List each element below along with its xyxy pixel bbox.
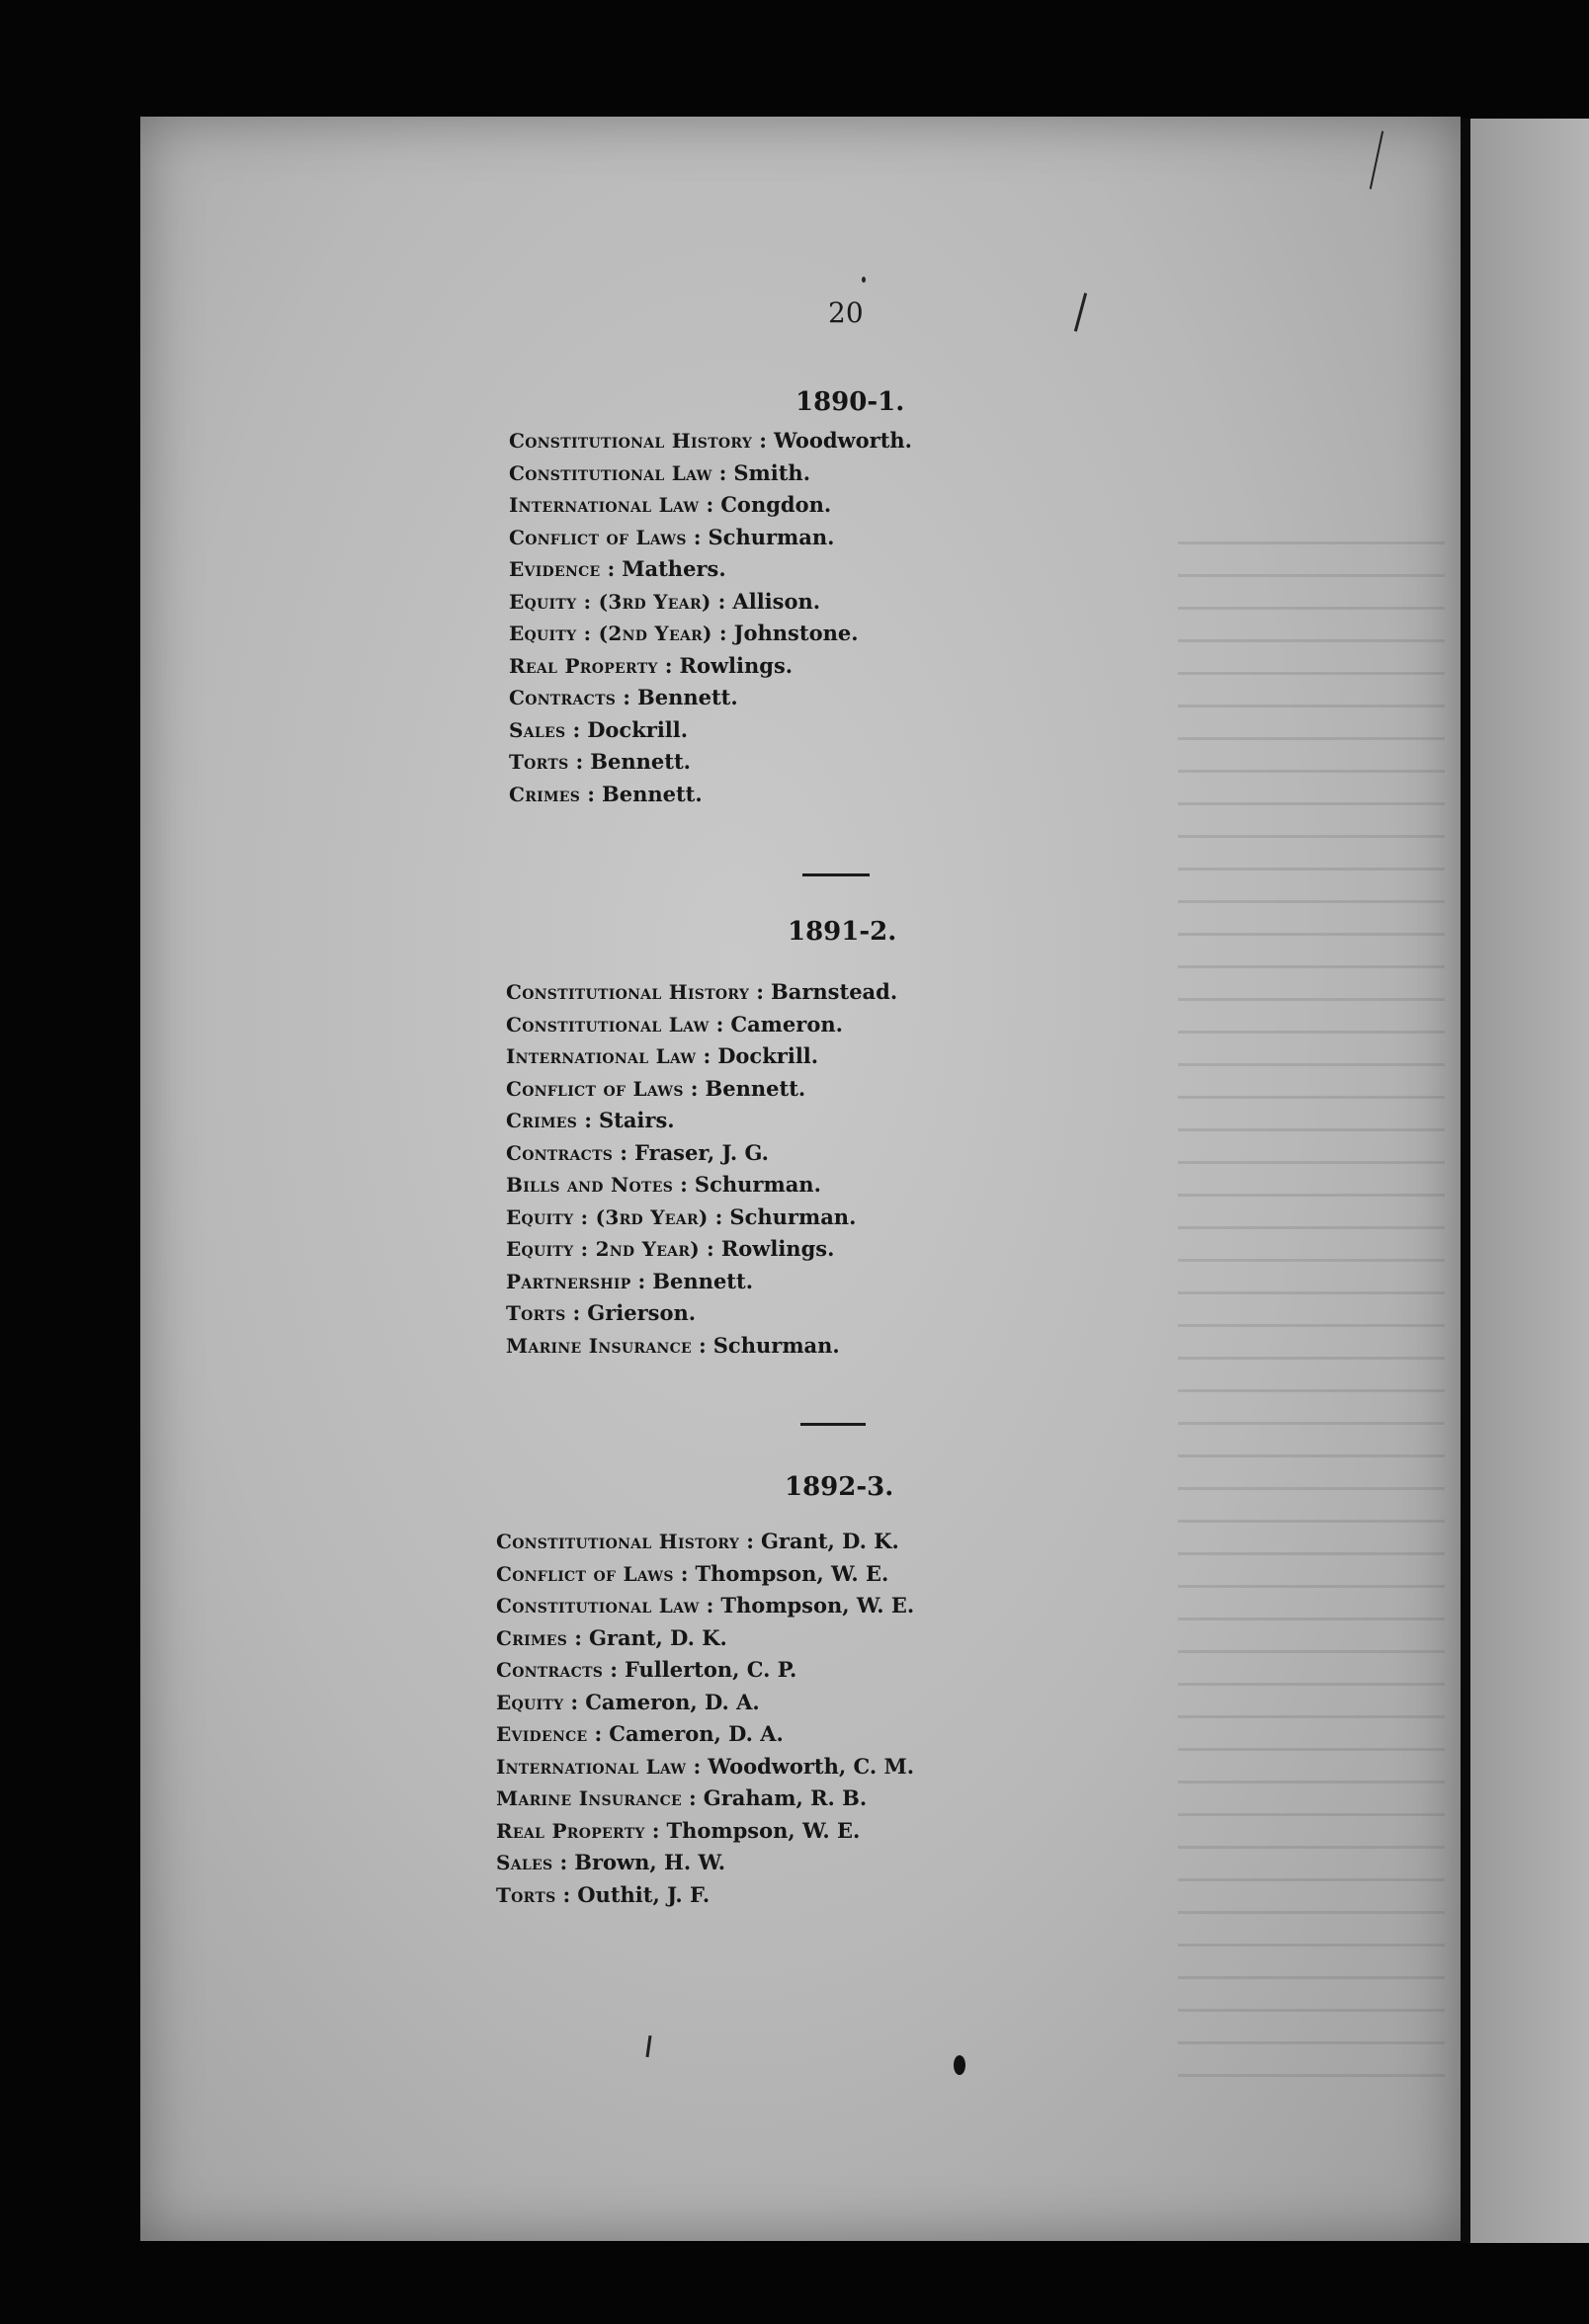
assignment-row: Constitutional History : Woodworth.	[509, 428, 912, 453]
examiner-name: Schurman.	[708, 524, 835, 549]
subject-label: Constitutional History	[509, 429, 753, 453]
assignment-row: Equity : (3rd Year) : Allison.	[509, 588, 821, 614]
subject-label: Constitutional Law	[496, 1594, 700, 1618]
subject-label: Equity : (2nd Year)	[509, 622, 712, 645]
assignment-list	[509, 425, 912, 810]
assignment-list	[506, 976, 897, 1362]
examiner-name: Cameron, D. A.	[585, 1689, 760, 1714]
examiner-name: Rowlings.	[679, 652, 794, 678]
assignment-row: Constitutional History : Barnstead.	[506, 979, 898, 1004]
subject-label: Conflict of Laws	[509, 525, 687, 549]
subject-label: Constitutional Law	[506, 1012, 710, 1037]
subject-label: Evidence	[509, 557, 601, 581]
subject-label: Crimes	[509, 782, 581, 806]
assignment-row: Constitutional Law : Cameron.	[506, 1011, 843, 1037]
subject-label: Torts	[506, 1301, 566, 1325]
assignment-row: Crimes : Bennett.	[509, 781, 703, 806]
subject-label: Bills and Notes	[506, 1173, 674, 1197]
assignment-row: Marine Insurance : Schurman.	[506, 1332, 840, 1358]
assignment-row: Conflict of Laws : Thompson, W. E.	[496, 1560, 889, 1586]
assignment-row: Bills and Notes : Schurman.	[506, 1172, 821, 1197]
assignment-row: Constitutional History : Grant, D. K.	[496, 1529, 899, 1553]
subject-label: Constitutional History	[506, 980, 750, 1004]
examiner-name: Rowlings.	[720, 1236, 835, 1261]
assignment-row: Evidence : Cameron, D. A.	[496, 1721, 784, 1746]
subject-label: Equity : 2nd Year)	[506, 1237, 701, 1261]
examiner-name: Bennett.	[705, 1075, 806, 1101]
subject-label: Sales	[496, 1851, 553, 1874]
subject-label: Equity : (3rd Year)	[506, 1204, 709, 1229]
examiner-name: Bennett.	[652, 1268, 754, 1293]
assignment-row: Conflict of Laws : Schurman.	[509, 524, 835, 549]
assignment-row: Contracts : Bennett.	[509, 685, 738, 709]
assignment-row: International Law : Dockrill.	[506, 1043, 819, 1068]
assignment-row: Equity : 2nd Year) : Rowlings.	[506, 1236, 835, 1261]
term-heading: 1890-1.	[795, 387, 905, 417]
assignment-row: Sales : Dockrill.	[509, 716, 689, 742]
term-heading: 1892-3.	[785, 1472, 894, 1502]
section-divider	[800, 1423, 866, 1426]
subject-label: Conflict of Laws	[506, 1076, 684, 1101]
term-section-1891	[506, 917, 897, 1362]
subject-label: Equity : (3rd Year)	[509, 589, 711, 614]
examiner-name: Graham, R. B.	[703, 1785, 868, 1810]
subject-label: Marine Insurance	[496, 1786, 682, 1810]
examiner-name: Cameron, D. A.	[609, 1721, 784, 1746]
examiner-name: Grant, D. K.	[760, 1529, 899, 1553]
examiner-name: Grant, D. K.	[588, 1624, 727, 1650]
page-number: 20	[828, 296, 864, 329]
subject-label: Real Property	[496, 1818, 645, 1843]
assignment-row: Crimes : Stairs.	[506, 1108, 675, 1132]
assignment-row: Equity : Cameron, D. A.	[496, 1689, 760, 1714]
assignment-row: Torts : Grierson.	[506, 1300, 697, 1325]
section-divider	[802, 873, 870, 876]
subject-label: Crimes	[496, 1625, 568, 1650]
subject-label: Sales	[509, 717, 566, 742]
subject-label: Real Property	[509, 653, 658, 678]
subject-label: Contracts	[506, 1140, 614, 1165]
examiner-name: Bennett.	[636, 685, 738, 709]
subject-label: Partnership	[506, 1269, 631, 1293]
assignment-row: Evidence : Mathers.	[509, 556, 726, 581]
examiner-name: Schurman.	[694, 1172, 821, 1197]
examiner-name: Bennett.	[601, 781, 703, 806]
assignment-row: Equity : (2nd Year) : Johnstone.	[509, 621, 859, 645]
subject-label: International Law	[509, 493, 700, 517]
ink-blot	[954, 2055, 965, 2075]
facing-page-edge	[1470, 119, 1589, 2243]
examiner-name: Allison.	[732, 588, 821, 614]
ink-speck	[862, 277, 866, 283]
subject-label: International Law	[506, 1044, 697, 1068]
subject-label: Torts	[496, 1882, 556, 1907]
examiner-name: Schurman.	[729, 1204, 857, 1229]
assignment-row: Constitutional Law : Smith.	[509, 459, 811, 485]
term-heading: 1891-2.	[788, 917, 897, 947]
assignment-row: Sales : Brown, H. W.	[496, 1850, 726, 1874]
examiner-name: Smith.	[733, 459, 811, 485]
examiner-name: Mathers.	[622, 556, 726, 581]
subject-label: Constitutional Law	[509, 460, 712, 485]
examiner-name: Thompson, W. E.	[695, 1560, 889, 1586]
examiner-name: Fullerton, C. P.	[624, 1657, 797, 1682]
examiner-name: Dockrill.	[587, 716, 689, 742]
term-section-1890	[509, 387, 912, 810]
subject-label: Crimes	[506, 1109, 578, 1132]
subject-label: Conflict of Laws	[496, 1561, 674, 1586]
examiner-name: Johnstone.	[733, 621, 859, 645]
examiner-name: Thompson, W. E.	[720, 1593, 915, 1618]
subject-label: Contracts	[496, 1658, 604, 1682]
examiner-name: Brown, H. W.	[574, 1850, 726, 1874]
examiner-name: Thompson, W. E.	[666, 1817, 861, 1843]
subject-label: Evidence	[496, 1722, 588, 1746]
assignment-list	[496, 1526, 914, 1911]
assignment-row: Contracts : Fullerton, C. P.	[496, 1657, 797, 1682]
examiner-name: Woodworth.	[773, 428, 912, 453]
subject-label: International Law	[496, 1754, 687, 1779]
assignment-row: Torts : Bennett.	[509, 749, 691, 774]
subject-label: Marine Insurance	[506, 1333, 692, 1358]
subject-label: Constitutional History	[496, 1530, 740, 1553]
bleed-through-text	[1178, 522, 1445, 2103]
assignment-row: Real Property : Rowlings.	[509, 652, 794, 678]
examiner-name: Dockrill.	[717, 1043, 819, 1068]
subject-label: Equity	[496, 1690, 564, 1714]
examiner-name: Congdon.	[720, 492, 832, 517]
assignment-row: Conflict of Laws : Bennett.	[506, 1075, 806, 1101]
assignment-row: International Law : Woodworth, C. M.	[496, 1753, 915, 1779]
book-gutter	[1461, 119, 1470, 2243]
examiner-name: Grierson.	[587, 1300, 697, 1325]
examiner-name: Bennett.	[590, 749, 691, 774]
assignment-row: International Law : Congdon.	[509, 492, 832, 517]
subject-label: Contracts	[509, 686, 617, 709]
examiner-name: Barnstead.	[770, 979, 898, 1004]
assignment-row: Constitutional Law : Thompson, W. E.	[496, 1593, 915, 1618]
assignment-row: Partnership : Bennett.	[506, 1268, 754, 1293]
term-section-1892	[496, 1472, 914, 1911]
examiner-name: Woodworth, C. M.	[708, 1753, 915, 1779]
assignment-row: Contracts : Fraser, J. G.	[506, 1139, 769, 1165]
subject-label: Torts	[509, 750, 569, 774]
assignment-row: Real Property : Thompson, W. E.	[496, 1817, 861, 1843]
assignment-row: Torts : Outhit, J. F.	[496, 1881, 711, 1907]
assignment-row: Equity : (3rd Year) : Schurman.	[506, 1204, 857, 1229]
examiner-name: Schurman.	[712, 1332, 840, 1358]
examiner-name: Stairs.	[598, 1108, 675, 1132]
examiner-name: Fraser, J. G.	[633, 1139, 769, 1165]
examiner-name: Cameron.	[730, 1011, 843, 1037]
assignment-row: Crimes : Grant, D. K.	[496, 1624, 727, 1650]
examiner-name: Outhit, J. F.	[577, 1881, 711, 1907]
assignment-row: Marine Insurance : Graham, R. B.	[496, 1785, 868, 1810]
